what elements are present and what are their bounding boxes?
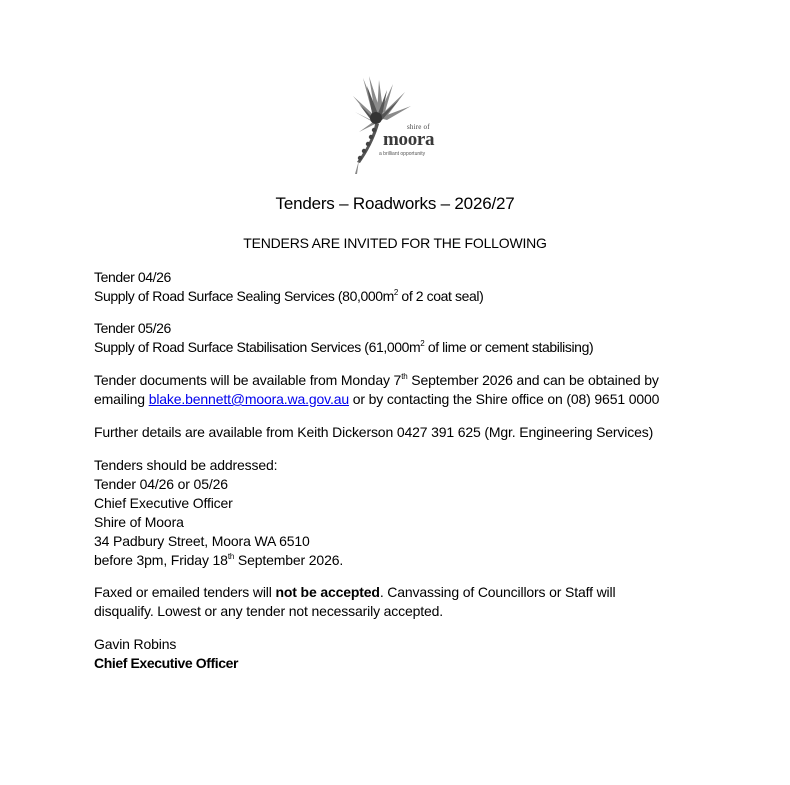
signature-block xyxy=(94,635,238,673)
signatory-title: Chief Executive Officer xyxy=(94,655,239,671)
tender-item xyxy=(94,268,483,306)
page-title: Tenders – Roadworks – 2026/27 xyxy=(275,194,515,213)
notice-paragraph: Faxed or emailed tenders will not be accepted. Canvassing of Councillors or Staff will disqualify. Lowest or any tender not necessarily accepted. xyxy=(94,584,616,619)
tender-description: Supply of Road Surface Stabilisation Services ($61,000m^2$ of lime or cement stabilising) xyxy=(94,339,594,355)
logo-tagline: a brilliant opportunity xyxy=(379,151,426,157)
logo-shire-of-text: shire of xyxy=(407,123,430,131)
further-details-paragraph: Further details are available from Keith Dickerson 0427 391 625 (Mgr. Engineering Services) xyxy=(94,424,654,440)
shire-logo xyxy=(353,76,437,176)
deadline-line: before 3pm, Friday 18th September 2026. xyxy=(94,552,344,568)
address-block xyxy=(94,456,343,570)
address-line: 34 Padbury Street, Moora WA 6510 xyxy=(94,533,310,549)
page-subtitle: TENDERS ARE INVITED FOR THE FOLLOWING xyxy=(243,235,547,251)
not-accepted-emphasis: not be accepted xyxy=(275,584,380,600)
address-line: Tender 04/26 or 05/26 xyxy=(94,476,228,492)
logo-moora-text: moora xyxy=(383,129,435,150)
tender-item xyxy=(94,319,593,357)
tender-number: Tender 05/26 xyxy=(94,320,171,336)
email-link[interactable]: blake.bennett@moora.wa.gov.au xyxy=(148,391,349,407)
tender-number: Tender 04/26 xyxy=(94,269,171,285)
address-line: Shire of Moora xyxy=(94,514,184,530)
documents-paragraph: Tender documents will be available from Monday 7th September 2026 and can be obtained by emailing blake.bennett@moora.wa.gov.au or by contacting the Shire office on (08) 9651 0000 xyxy=(94,372,660,407)
address-line: Chief Executive Officer xyxy=(94,495,233,511)
signatory-name: Gavin Robins xyxy=(94,636,177,652)
address-intro: Tenders should be addressed: xyxy=(94,457,278,473)
tender-description: Supply of Road Surface Sealing Services ($80,000m^2$ of 2 coat seal) xyxy=(94,288,484,304)
